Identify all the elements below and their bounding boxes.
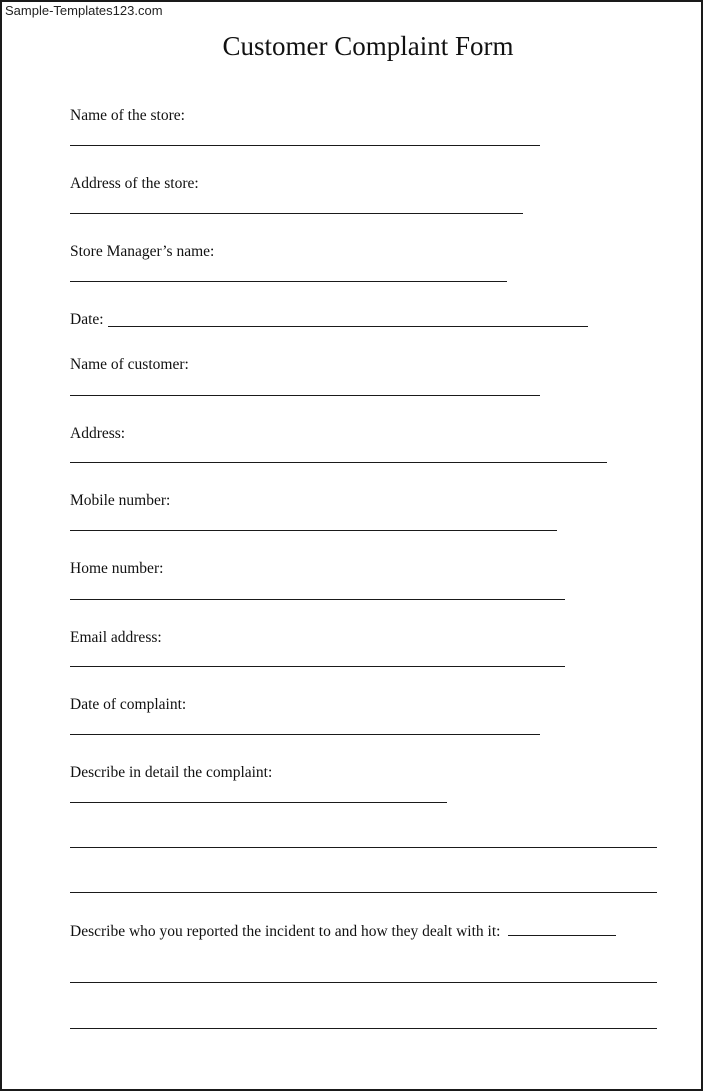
customer-name-line[interactable]	[70, 395, 540, 396]
address-label: Address:	[70, 425, 126, 442]
email-line[interactable]	[70, 666, 565, 667]
address-line[interactable]	[70, 462, 607, 463]
reported-to-inline-line[interactable]	[508, 934, 616, 936]
complaint-detail-label: Describe in detail the complaint:	[70, 764, 273, 781]
reported-to-line-2[interactable]	[70, 1028, 657, 1029]
complaint-detail-line-2[interactable]	[70, 847, 657, 848]
email-label: Email address:	[70, 629, 162, 646]
complaint-detail-line-3[interactable]	[70, 892, 657, 893]
page-title: Customer Complaint Form	[222, 31, 514, 61]
date-label: Date:	[70, 311, 104, 328]
home-line[interactable]	[70, 599, 565, 600]
manager-name-label: Store Manager’s name:	[70, 243, 215, 260]
watermark: Sample-Templates123.com	[5, 3, 163, 18]
reported-to-label: Describe who you reported the incident to and how they dealt with it:	[70, 923, 501, 940]
complaint-date-line[interactable]	[70, 734, 540, 735]
complaint-date-label: Date of complaint:	[70, 696, 187, 713]
store-address-line[interactable]	[70, 213, 523, 214]
home-label: Home number:	[70, 560, 164, 577]
mobile-line[interactable]	[70, 530, 557, 531]
store-name-line[interactable]	[70, 145, 540, 146]
manager-name-line[interactable]	[70, 281, 507, 282]
customer-name-label: Name of customer:	[70, 356, 189, 373]
reported-to-line-1[interactable]	[70, 982, 657, 983]
reported-to-row	[70, 923, 616, 941]
date-line[interactable]	[108, 326, 588, 327]
store-address-label: Address of the store:	[70, 175, 199, 192]
complaint-detail-line-1[interactable]	[70, 802, 447, 803]
store-name-label: Name of the store:	[70, 107, 185, 124]
mobile-label: Mobile number:	[70, 492, 171, 509]
